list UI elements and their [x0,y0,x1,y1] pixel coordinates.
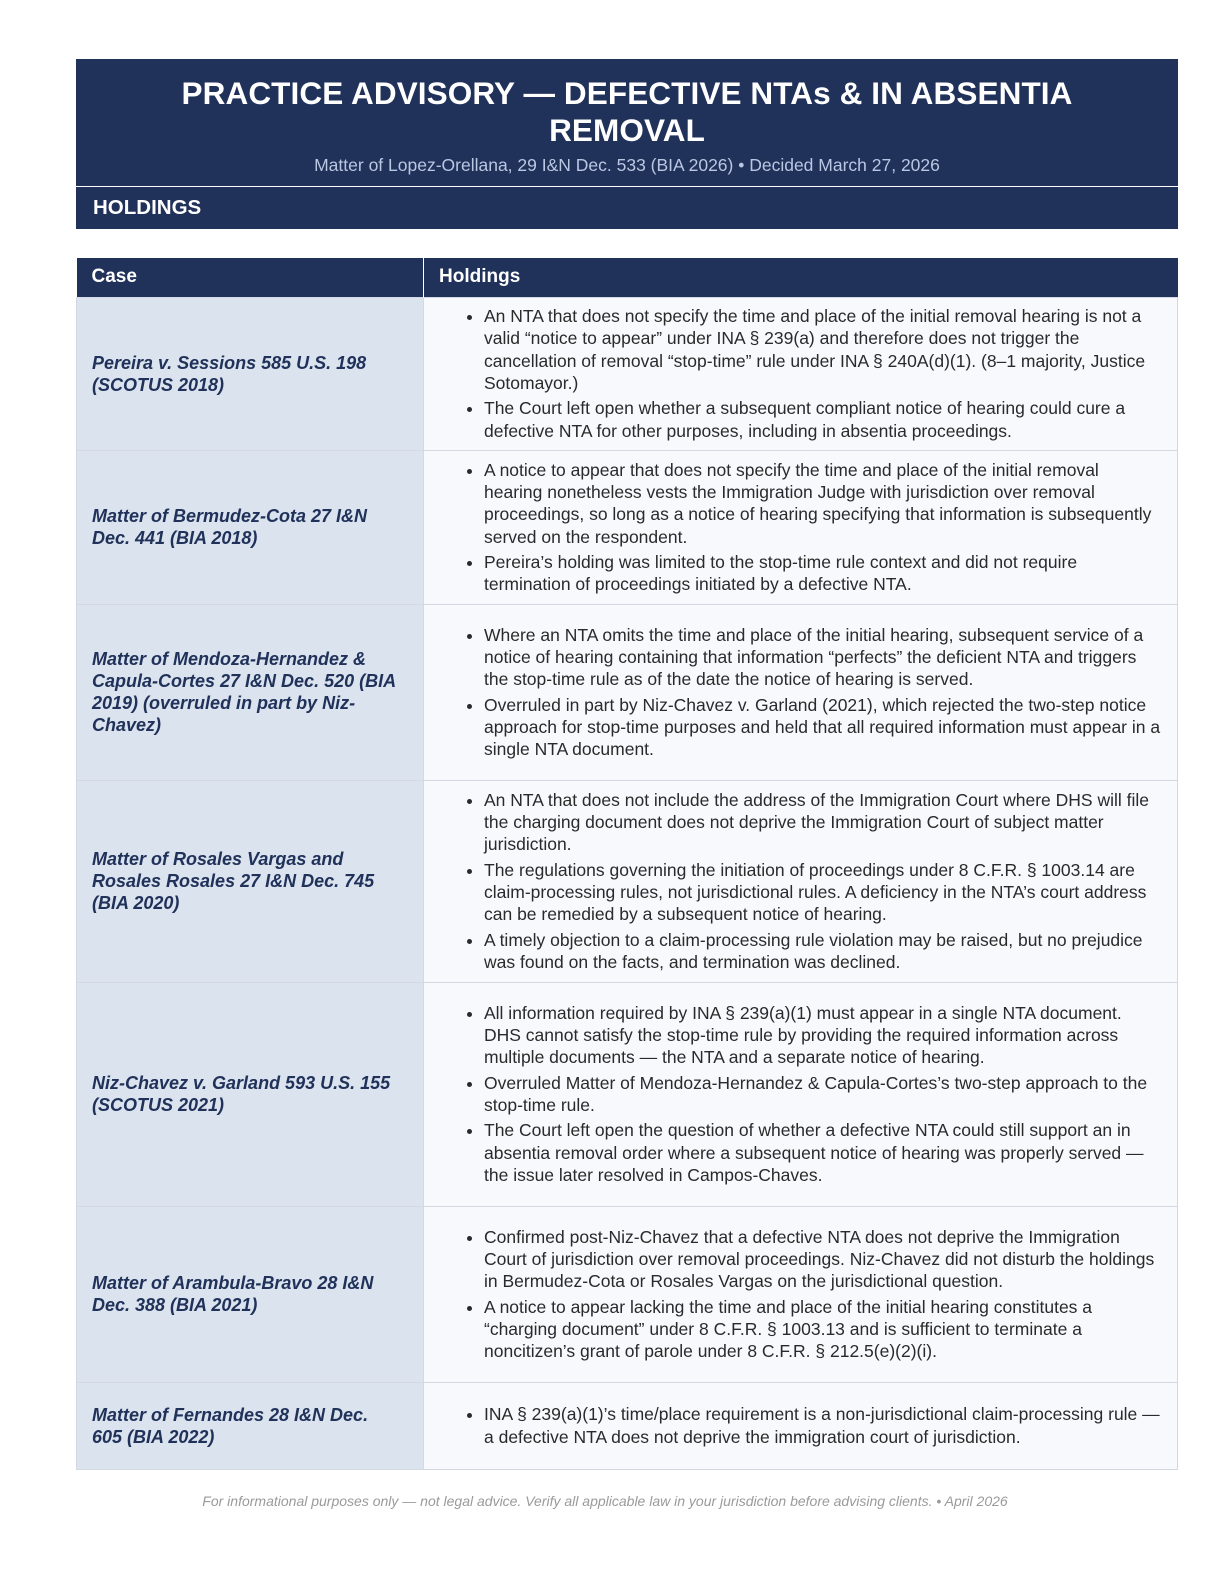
holdings-list [424,305,1161,442]
table-row [77,604,1178,780]
holdings-cell [424,780,1178,982]
holding-item: • A timely objection to a claim-processing rule violation may be raised, but no prejudice was found on the facts, and termination was declined. [484,929,1161,974]
holdings-table [76,258,1178,1470]
page-subtitle: Matter of Lopez-Orellana, 29 I&N Dec. 533 (BIA 2026) • Decided March 27, 2026 [314,155,940,175]
case-name: Matter of Fernandes 28 I&N Dec. 605 (BIA 2022) [77,1382,424,1469]
holding-item: • Overruled Matter of Mendoza-Hernandez & Capula-Cortes’s two-step approach to the stop-time rule. [484,1072,1161,1117]
table-row [77,297,1178,450]
holdings-cell [424,297,1178,450]
table-row [77,1206,1178,1382]
holding-item: • Where an NTA omits the time and place of the initial hearing, subsequent service of a notice of hearing containing that information “perfects” the deficient NTA and triggers the stop-time rule as of the date the notice of hearing is served. [484,624,1161,691]
section-heading: HOLDINGS [76,187,1178,229]
holdings-list [424,624,1161,761]
holdings-cell [424,1382,1178,1469]
holding-item: • All information required by INA § 239(a)(1) must appear in a single NTA document. DHS cannot satisfy the stop-time rule by providing the required information across multiple documents — the NTA and a separate notice of hearing. [484,1002,1161,1069]
table-row [77,982,1178,1206]
holdings-list [424,1002,1161,1186]
holding-item: • Confirmed post-Niz-Chavez that a defective NTA does not deprive the Immigration Court of jurisdiction over removal proceedings. Niz-Chavez did not disturb the holdings in Bermudez-Cota or Rosales Vargas on the jurisdictional question. [484,1226,1161,1293]
holdings-cell [424,604,1178,780]
holdings-list [424,1226,1161,1363]
case-name: Niz-Chavez v. Garland 593 U.S. 155 (SCOTUS 2021) [77,982,424,1206]
page-title: PRACTICE ADVISORY — DEFECTIVE NTAs & IN ABSENTIA REMOVAL [181,75,1073,148]
holding-item: • The regulations governing the initiation of proceedings under 8 C.F.R. § 1003.14 are claim-processing rules, not jurisdictional rules. A deficiency in the NTA’s court address can be remedied by a subsequent notice of hearing. [484,859,1161,926]
holding-item: • Pereira’s holding was limited to the stop-time rule context and did not require termination of proceedings initiated by a defective NTA. [484,551,1161,596]
holding-item: • The Court left open whether a subsequent compliant notice of hearing could cure a defective NTA for other purposes, including in absentia proceedings. [484,397,1161,442]
case-name: Matter of Bermudez-Cota 27 I&N Dec. 441 (BIA 2018) [77,450,424,604]
column-header-case: Case [77,258,424,297]
table-row [77,1382,1178,1469]
holdings-list [424,789,1161,973]
holding-item: • INA § 239(a)(1)’s time/place requirement is a non-jurisdictional claim-processing rule — a defective NTA does not deprive the immigration court of jurisdiction. [484,1403,1161,1448]
case-name: Matter of Arambula-Bravo 28 I&N Dec. 388 (BIA 2021) [77,1206,424,1382]
holding-item: • A notice to appear lacking the time and place of the initial hearing constitutes a “charging document” under 8 C.F.R. § 1003.13 and is sufficient to terminate a noncitizen’s grant of parole under 8 C.F.R. § 212.5(e)(2)(i). [484,1296,1161,1363]
table-row [77,450,1178,604]
holding-item: • A notice to appear that does not specify the time and place of the initial removal hearing nonetheless vests the Immigration Judge with jurisdiction over removal proceedings, so long as a notice of hearing specifying that information is subsequently served on the respondent. [484,459,1161,548]
case-name: Pereira v. Sessions 585 U.S. 198 (SCOTUS 2018) [77,297,424,450]
holdings-list [424,1403,1161,1448]
case-name: Matter of Rosales Vargas and Rosales Rosales 27 I&N Dec. 745 (BIA 2020) [77,780,424,982]
holdings-cell [424,982,1178,1206]
case-name: Matter of Mendoza-Hernandez & Capula-Cortes 27 I&N Dec. 520 (BIA 2019) (overruled in part by Niz-Chavez) [77,604,424,780]
holdings-cell [424,450,1178,604]
table-header-row [77,258,1178,297]
column-header-holdings: Holdings [424,258,1178,297]
holdings-cell [424,1206,1178,1382]
header-banner [76,59,1178,186]
footer-disclaimer: For informational purposes only — not legal advice. Verify all applicable law in your jurisdiction before advising clients. • April 2026 [202,1493,1008,1509]
holdings-list [424,459,1161,596]
holding-item: • The Court left open the question of whether a defective NTA could still support an in absentia removal order where a subsequent notice of hearing was properly served — the issue later resolved in Campos-Chaves. [484,1119,1161,1186]
holding-item: • An NTA that does not include the address of the Immigration Court where DHS will file the charging document does not deprive the Immigration Court of subject matter jurisdiction. [484,789,1161,856]
holding-item: • An NTA that does not specify the time and place of the initial removal hearing is not a valid “notice to appear” under INA § 239(a) and therefore does not trigger the cancellation of removal “stop-time” rule under INA § 240A(d)(1). (8–1 majority, Justice Sotomayor.) [484,305,1161,394]
holding-item: • Overruled in part by Niz-Chavez v. Garland (2021), which rejected the two-step notice approach for stop-time purposes and held that all required information must appear in a single NTA document. [484,694,1161,761]
table-row [77,780,1178,982]
